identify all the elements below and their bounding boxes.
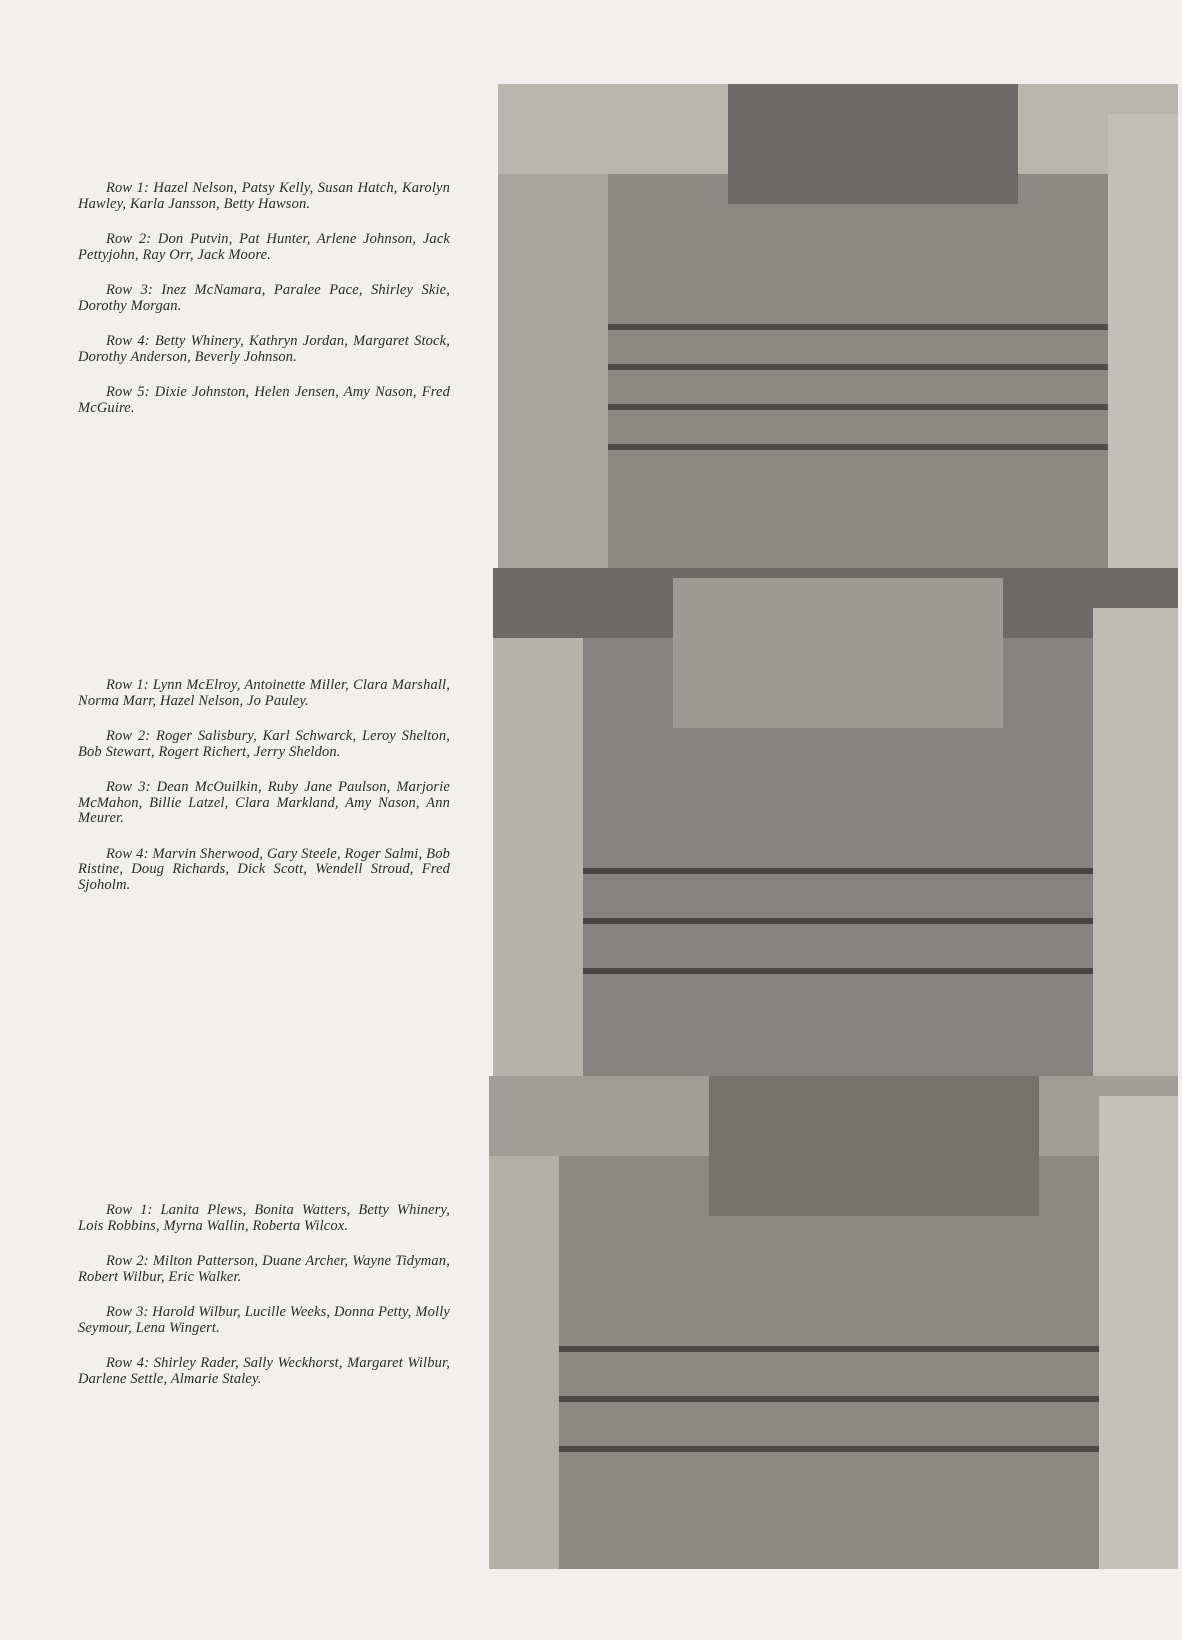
caption-row-3: Row 3: Dean McOuilkin, Ruby Jane Paulson, Marjorie McMahon, Billie Latzel, Clara Markland, Amy Nason, Ann Meurer. xyxy=(78,779,450,826)
caption-row-3: Row 3: Inez McNamara, Paralee Pace, Shirley Skie, Dorothy Morgan. xyxy=(78,282,450,314)
caption-row-2: Row 2: Don Putvin, Pat Hunter, Arlene Johnson, Jack Pettyjohn, Ray Orr, Jack Moore. xyxy=(78,231,450,263)
caption-row-5: Row 5: Dixie Johnston, Helen Jensen, Amy Nason, Fred McGuire. xyxy=(78,384,450,416)
group-photo-2-illustration xyxy=(493,568,1178,1078)
caption-group-3 xyxy=(78,1203,450,1407)
caption-row-1: Row 1: Lanita Plews, Bonita Watters, Betty Whinery, Lois Robbins, Myrna Wallin, Roberta Wilcox. xyxy=(78,1202,450,1234)
group-photo-3 xyxy=(489,1076,1178,1569)
group-photo-3-illustration xyxy=(489,1076,1178,1569)
caption-row-3: Row 3: Harold Wilbur, Lucille Weeks, Donna Petty, Molly Seymour, Lena Wingert. xyxy=(78,1304,450,1336)
caption-row-2: Row 2: Milton Patterson, Duane Archer, Wayne Tidyman, Robert Wilbur, Eric Walker. xyxy=(78,1253,450,1285)
caption-row-1: Row 1: Hazel Nelson, Patsy Kelly, Susan Hatch, Karolyn Hawley, Karla Jansson, Betty Hawson. xyxy=(78,180,450,212)
caption-row-4: Row 4: Marvin Sherwood, Gary Steele, Roger Salmi, Bob Ristine, Doug Richards, Dick Scott, Wendell Stroud, Fred Sjoholm. xyxy=(78,845,450,893)
caption-row-2: Row 2: Roger Salisbury, Karl Schwarck, Leroy Shelton, Bob Stewart, Rogert Richert, Jerry Sheldon. xyxy=(78,728,450,760)
group-photo-1 xyxy=(498,84,1178,572)
caption-row-4: Row 4: Shirley Rader, Sally Weckhorst, Margaret Wilbur, Darlene Settle, Almarie Staley. xyxy=(78,1355,450,1387)
caption-row-4: Row 4: Betty Whinery, Kathryn Jordan, Margaret Stock, Dorothy Anderson, Beverly Johnson. xyxy=(78,333,450,365)
group-photo-1-illustration xyxy=(498,84,1178,572)
caption-group-2 xyxy=(78,678,450,913)
caption-group-1 xyxy=(78,181,450,436)
group-photo-2 xyxy=(493,568,1178,1078)
caption-row-1: Row 1: Lynn McElroy, Antoinette Miller, Clara Marshall, Norma Marr, Hazel Nelson, Jo Pauley. xyxy=(78,677,450,709)
